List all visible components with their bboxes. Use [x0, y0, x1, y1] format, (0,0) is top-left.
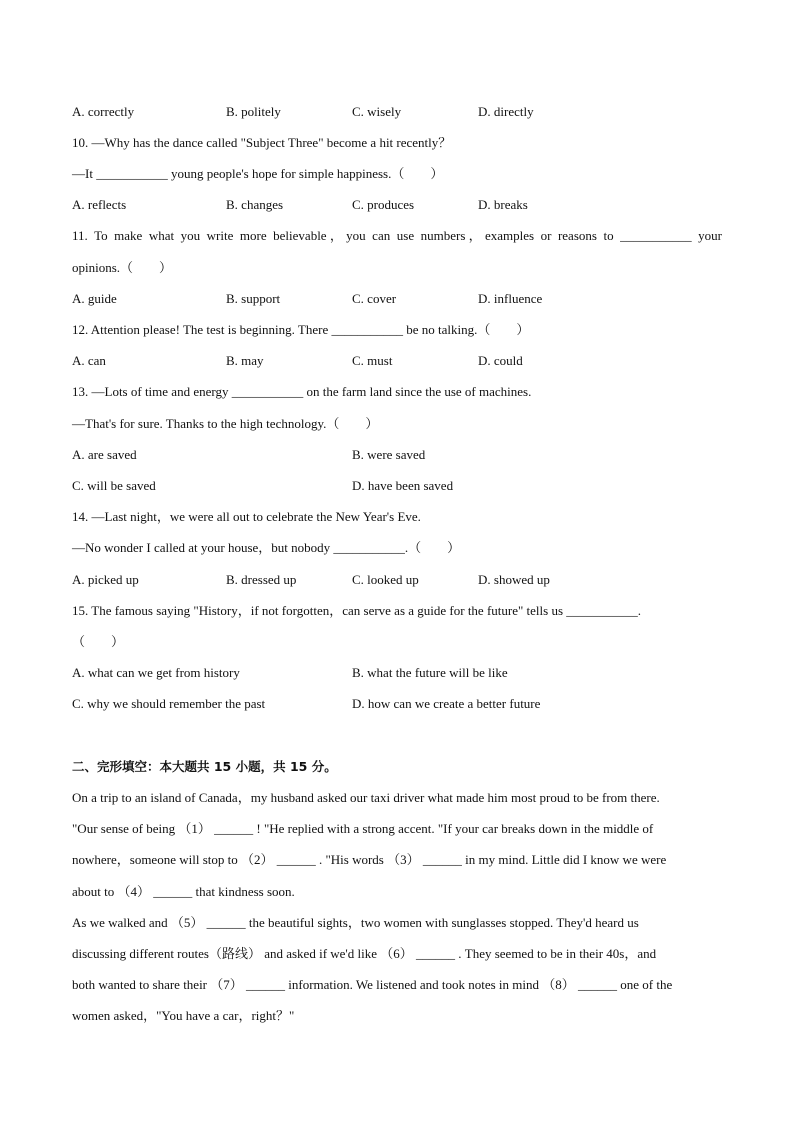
- option-c[interactable]: C. must: [352, 353, 393, 368]
- passage-line: both wanted to share their （7） ______ information. We listened and took notes in mind （8） ______ one of the: [72, 977, 673, 992]
- option-d[interactable]: D. influence: [478, 291, 543, 306]
- option-b[interactable]: B. what the future will be like: [352, 665, 508, 680]
- question-14-reply: —No wonder I called at your house，but nobody ___________.（ ）: [72, 540, 461, 555]
- option-c[interactable]: C. produces: [352, 197, 415, 212]
- question-13-stem: 13. —Lots of time and energy ___________ on the farm land since the use of machines.: [72, 384, 532, 399]
- option-c[interactable]: C. looked up: [352, 572, 419, 587]
- passage-line: As we walked and （5） ______ the beautiful sights，two women with sunglasses stopped. They'd heard us: [72, 915, 639, 930]
- question-13-reply: —That's for sure. Thanks to the high technology.（ ）: [72, 416, 379, 431]
- option-d[interactable]: D. have been saved: [352, 478, 454, 493]
- option-d[interactable]: D. could: [478, 353, 523, 368]
- option-c[interactable]: C. cover: [352, 291, 397, 306]
- question-15-stem-continued: （ ）: [72, 634, 125, 649]
- passage-line: discussing different routes（路线） and asked if we'd like （6） ______ . They seemed to be in their 40s，and: [72, 946, 657, 961]
- passage-line: about to （4） ______ that kindness soon.: [72, 884, 295, 899]
- option-a[interactable]: A. guide: [72, 291, 117, 306]
- passage-line: On a trip to an island of Canada，my husband asked our taxi driver what made him most proud to be from there.: [72, 790, 660, 805]
- question-10-stem: 10. —Why has the dance called "Subject Three" become a hit recently？: [72, 135, 452, 150]
- option-c[interactable]: C. wisely: [352, 104, 402, 119]
- option-a[interactable]: A. are saved: [72, 447, 137, 462]
- option-c[interactable]: C. will be saved: [72, 478, 156, 493]
- question-12-stem: 12. Attention please! The test is beginning. There ___________ be no talking.（ ）: [72, 322, 530, 337]
- section-2-title: 二、完形填空：本大题共 15 小题，共 15 分。: [72, 759, 337, 774]
- option-b[interactable]: B. were saved: [352, 447, 426, 462]
- passage-line: "Our sense of being （1） ______ ! "He replied with a strong accent. "If your car breaks down in the middle of: [72, 821, 654, 836]
- option-b[interactable]: B. changes: [226, 197, 284, 212]
- option-b[interactable]: B. may: [226, 353, 264, 368]
- option-d[interactable]: D. breaks: [478, 197, 528, 212]
- question-14-stem: 14. —Last night，we were all out to celebrate the New Year's Eve.: [72, 509, 421, 524]
- option-a[interactable]: A. can: [72, 353, 106, 368]
- question-11-stem: 11. To make what you write more believable，you can use numbers，examples or reasons to ___________ your: [72, 228, 722, 243]
- option-b[interactable]: B. support: [226, 291, 281, 306]
- passage-line: nowhere，someone will stop to （2） ______ . "His words （3） ______ in my mind. Little did I know we were: [72, 852, 667, 867]
- option-a[interactable]: A. correctly: [72, 104, 135, 119]
- question-15-stem: 15. The famous saying "History，if not forgotten，can serve as a guide for the future" tells us ___________.: [72, 603, 642, 618]
- option-a[interactable]: A. what can we get from history: [72, 665, 240, 680]
- option-d[interactable]: D. directly: [478, 104, 534, 119]
- option-b[interactable]: B. politely: [226, 104, 281, 119]
- option-c[interactable]: C. why we should remember the past: [72, 696, 266, 711]
- option-a[interactable]: A. picked up: [72, 572, 139, 587]
- option-b[interactable]: B. dressed up: [226, 572, 297, 587]
- option-d[interactable]: D. how can we create a better future: [352, 696, 541, 711]
- option-a[interactable]: A. reflects: [72, 197, 127, 212]
- passage-line: women asked，"You have a car，right？": [72, 1008, 295, 1023]
- question-11-stem-continued: opinions.（ ）: [72, 260, 173, 275]
- question-10-reply: —It ___________ young people's hope for simple happiness.（ ）: [72, 166, 444, 181]
- option-d[interactable]: D. showed up: [478, 572, 550, 587]
